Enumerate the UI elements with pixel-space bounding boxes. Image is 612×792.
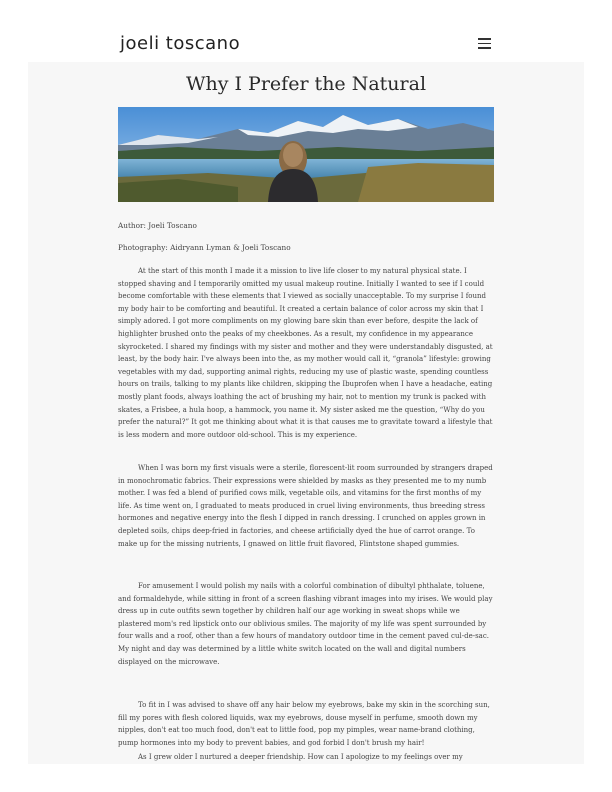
article-paragraph-1: At the start of this month I made it a mission to live life closer to my natural physical state. I stopped shaving and I temporarily omitted my usual makeup routine. Initially I wanted to see if I could become comfortable with these elements that I viewed as socially unacceptable. To my surprise I found my body hair to be comforting and beautiful. It created a certain balance of color across my skin that I simply adored. I got more compliments on my glowing bare skin than ever before, despite the lack of highlighter brushed onto the peaks of my cheekbones. As a result, my confidence in my appearance skyrocketed. I shared my findings with my sister and mother and they were understandably disgusted, at least, by the body hair. I've always been into the, as my mother would call it, “granola” lifestyle: growing vegetables with my dad, supporting animal rights, reducing my use of plastic waste, spending countless hours on trails, talking to my plants like children, skipping the Ibuprofen when I have a headache, eating mostly plant foods, always loathing the act of brushing my hair, not to mention my trunk is packed with skates, a Frisbee, a hula hoop, a hammock, you name it. My sister asked me the question, “Why do you prefer the natural?” It got me thinking about what it is that causes me to gravitate toward a lifestyle that is less modern and more outdoor old-school. This is my experience. (118, 267, 493, 439)
hero-image (118, 107, 494, 202)
article-title: Why I Prefer the Natural (185, 73, 427, 95)
mountain-lake-photo-icon (118, 107, 494, 202)
article-paragraph-5: As I grew older I nurtured a deeper friendship. How can I apologize to my feelings over my (138, 753, 463, 761)
article-paragraph-3: For amusement I would polish my nails with a colorful combination of dibultyl phthalate, toluene, and formaldehyde, while sitting in front of a screen flashing vibrant images into my irises. We would play dress up in cute outfits sewn together by children half our age working in sweat shops while we plastered mom's red lipstick onto our oblivious smiles. The majority of my life was spent surrounded by four walls and a roof, other than a few hours of mandatory outdoor time in the cement paved cul-de-sac. My night and day was determined by a little white switch located on the wall and digital numbers displayed on the microwave. (118, 582, 493, 666)
article-container (28, 62, 584, 764)
article-author: Author: Joeli Toscano (118, 221, 197, 230)
article-photography-credit: Photography: Aidryann Lyman & Joeli Toscano (118, 243, 291, 252)
article-paragraph-2: When I was born my first visuals were a sterile, florescent-lit room surrounded by strangers draped in monochromatic fabrics. Their expressions were shielded by masks as they presented me to my numb mother. I was fed a blend of purified cows milk, vegetable oils, and vitamins for the first months of my life. As time went on, I graduated to meats produced in cruel living environments, thus breeding stress hormones and negative energy into the flesh I dipped in ranch dressing. I crunched on apples grown in depleted soils, chips deep-fried in factories, and cheese artificially dyed the hue of carrot orange. To make up for the missing nutrients, I gnawed on little fruit flavored, Flintstone shaped gummies. (118, 464, 493, 548)
site-header (0, 0, 612, 62)
article-paragraph-4: To fit in I was advised to shave off any hair below my eyebrows, bake my skin in the scorching sun, fill my pores with flesh colored liquids, wax my eyebrows, douse myself in perfume, smooth down my nipples, don't eat too much food, don't eat to little food, pop my pimples, wear name-brand clothing, pump hormones into my body to prevent babies, and god forbid I don't brush my hair! (118, 701, 490, 747)
hamburger-menu-icon[interactable] (478, 38, 491, 49)
site-logo[interactable]: joeli toscano (120, 33, 241, 54)
